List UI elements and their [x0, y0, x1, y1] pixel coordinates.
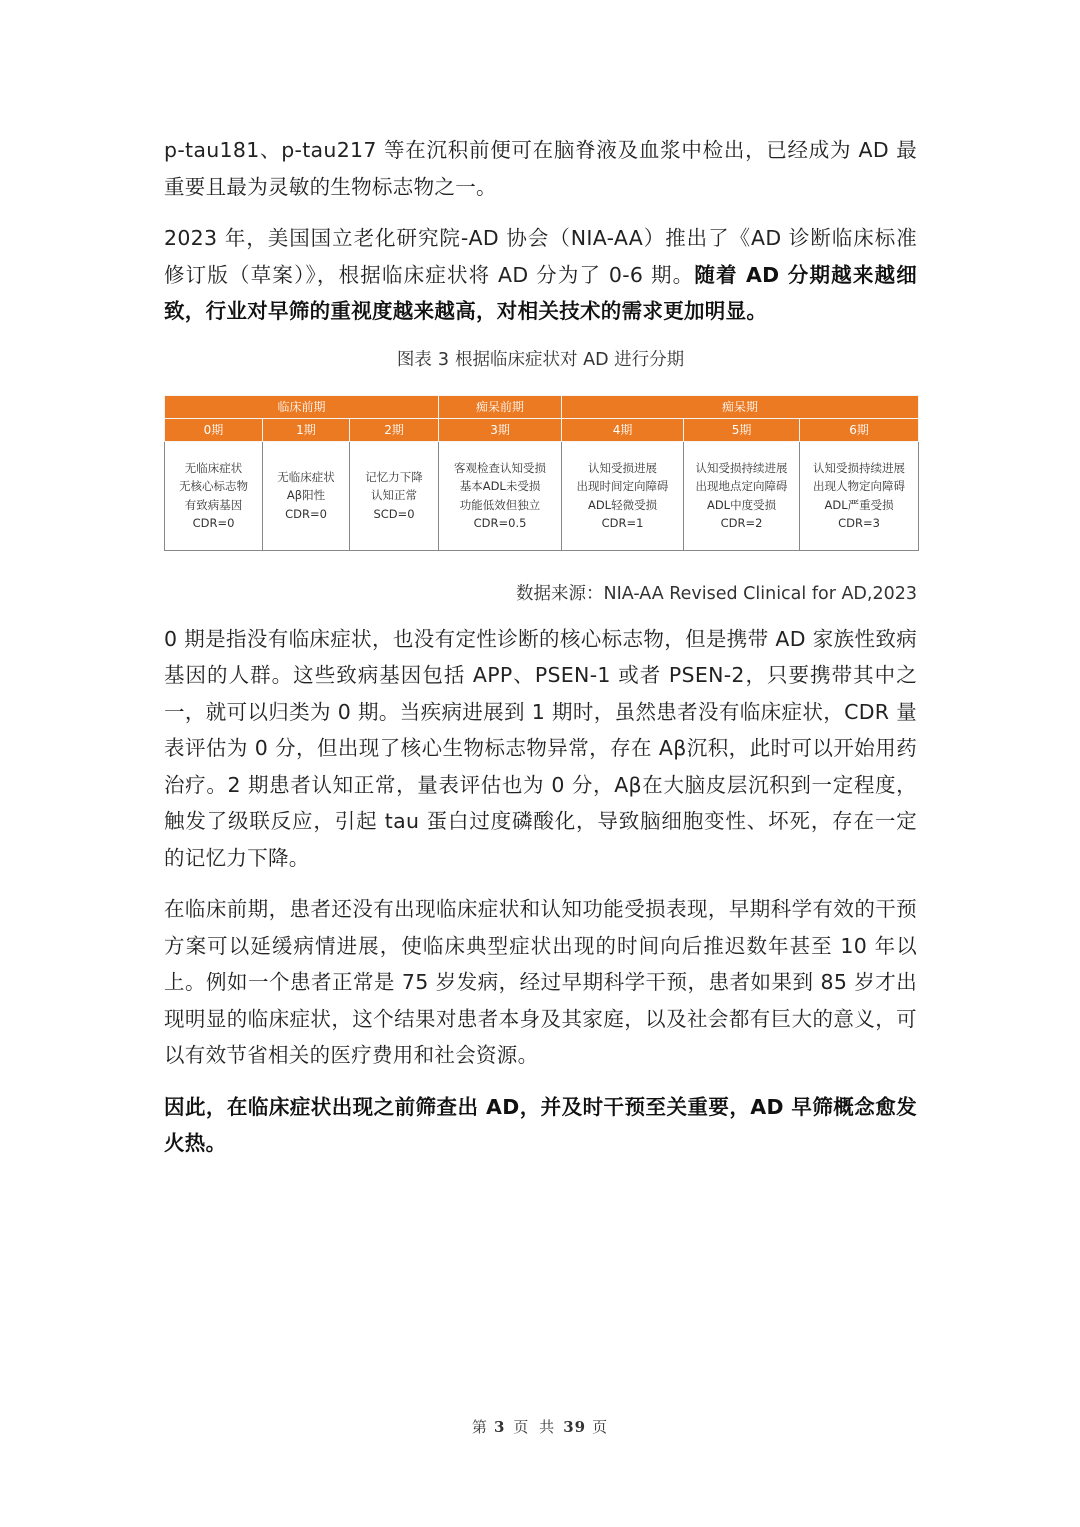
stage-cell-line: 出现时间定向障碍 [576, 479, 669, 493]
paragraph-stage-explanation: 0 期是指没有临床症状，也没有定性诊断的核心标志物，但是携带 AD 家族性致病基因的人群。这些致病基因包括 APP、PSEN-1 或者 PSEN-2，只要携带其中之一，就可以归类为 0 期。当疾病进展到 1 期时，虽然患者没有临床症状，CDR 量表评估为 0 分，但出现了核心生物标志物异常，存在 Aβ沉积，此时可以开始用药治疗。2 期患者认知正常，量表评估也为 0 分，Aβ在大脑皮层沉积到一定程度，触发了级联反应，引起 tau 蛋白过度磷酸化，导致脑细胞变性、坏死，存在一定的记忆力下降。 [164, 626, 917, 870]
footer-prefix: 第 [471, 1418, 488, 1436]
stage-cell-line: ADL轻微受损 [587, 497, 658, 512]
stage-cell-line: 记忆力下降 [365, 469, 423, 484]
group-header-row [165, 395, 919, 418]
stage-cell-line: 基本ADL未受损 [459, 479, 541, 493]
stage-cell-line: 认知受损持续进展 [695, 460, 788, 475]
stage-cell-line: CDR=0 [192, 516, 235, 530]
stage-cell [562, 441, 684, 550]
stage-cell-line: Aβ阳性 [286, 488, 326, 503]
footer-page-word: 页 [513, 1418, 530, 1436]
stage-cell-line: 客观检查认知受损 [454, 460, 547, 475]
page-footer [0, 1416, 1080, 1437]
stage-cell [165, 441, 263, 550]
stage-cell-line: CDR=3 [838, 516, 880, 530]
caption-number: 3 [437, 349, 450, 370]
stage-cell-line: ADL严重受损 [824, 497, 894, 512]
caption-prefix: 图表 [396, 349, 432, 370]
stage-header: 4期 [562, 418, 684, 441]
group-pre-dementia: 痴呆前期 [439, 395, 562, 418]
stage-cell-line: 功能低效但独立 [459, 497, 541, 512]
paragraph-preclinical-intervention: 在临床前期，患者还没有出现临床症状和认知功能受损表现，早期科学有效的干预方案可以延缓病情进展，使临床典型症状出现的时间向后推迟数年甚至 10 年以上。例如一个患者正常是 75 岁发病，经过早期科学干预，患者如果到 85 岁才出现明显的临床症状，这个结果对患者本身及其家庭，以及社会都有巨大的意义，可以有效节省相关的医疗费用和社会资源。 [164, 897, 917, 1067]
caption-text: 根据临床症状对 AD 进行分期 [455, 349, 685, 370]
footer-total-word: 共 [539, 1418, 556, 1436]
stage-header: 5期 [684, 418, 800, 441]
stage-cell-line: 有致病基因 [184, 497, 243, 512]
footer-page-number: 3 [493, 1418, 506, 1436]
stage-header: 2期 [350, 418, 439, 441]
stage-cell-line: CDR=0 [285, 506, 327, 521]
paragraph-ptau: p-tau181、p-tau217 等在沉积前便可在脑脊液及血浆中检出，已经成为 AD 最重要且最为灵敏的生物标志物之一。 [164, 138, 917, 199]
stage-cell-line: 出现人物定向障碍 [813, 479, 906, 493]
stage-header: 3期 [439, 418, 562, 441]
stage-cell [800, 441, 919, 550]
stage-cell-line: CDR=2 [720, 516, 763, 530]
stage-cell-line: 认知受损进展 [588, 460, 658, 475]
paragraph-nia-aa [164, 220, 917, 330]
stage-cell [263, 441, 350, 550]
stage-cell-line: 无临床症状 [184, 460, 243, 475]
stage-table [164, 395, 919, 551]
group-preclinical: 临床前期 [165, 395, 439, 418]
stage-cell-line: 认知受损持续进展 [813, 460, 906, 475]
stage-cell-line: 认知正常 [371, 488, 418, 503]
stage-cell-line: CDR=1 [601, 516, 644, 530]
paragraph-conclusion-text: 因此，在临床症状出现之前筛查出 AD，并及时干预至关重要，AD 早筛概念愈发火热。 [164, 1094, 917, 1155]
paragraph-conclusion [164, 1089, 917, 1162]
stage-cell [439, 441, 562, 550]
document-body [164, 132, 917, 1177]
footer-suffix: 页 [592, 1418, 609, 1436]
figure-caption [164, 345, 917, 375]
footer-total-pages: 39 [563, 1418, 587, 1436]
paragraph-nia-aa-emphasis: 随着 AD 分期越来越细致，行业对早筛的重视度越来越高，对相关技术的需求更加明显。 [164, 262, 917, 323]
stage-header: 6期 [800, 418, 919, 441]
stage-cell [350, 441, 439, 550]
data-source: 数据来源：NIA-AA Revised Clinical for AD,2023 [515, 583, 917, 604]
stage-header: 0期 [165, 418, 263, 441]
stage-description-row [165, 441, 919, 550]
stage-cell [684, 441, 800, 550]
stage-cell-line: ADL中度受损 [706, 497, 777, 512]
stage-cell-line: 无临床症状 [277, 469, 335, 484]
stage-header: 1期 [263, 418, 350, 441]
paragraph-nia-aa-text: 2023 年，美国国立老化研究院-AD 协会（NIA-AA）推出了《AD 诊断临床标准修订版（草案）》，根据临床症状将 AD 分为了 0-6 期。 [164, 226, 917, 287]
stage-header-row [165, 418, 919, 441]
stage-cell-line: 无核心标志物 [179, 479, 248, 493]
group-dementia: 痴呆期 [562, 395, 919, 418]
stage-cell-line: SCD=0 [373, 506, 415, 521]
stage-cell-line: CDR=0.5 [473, 516, 527, 530]
stage-cell-line: 出现地点定向障碍 [695, 479, 788, 493]
